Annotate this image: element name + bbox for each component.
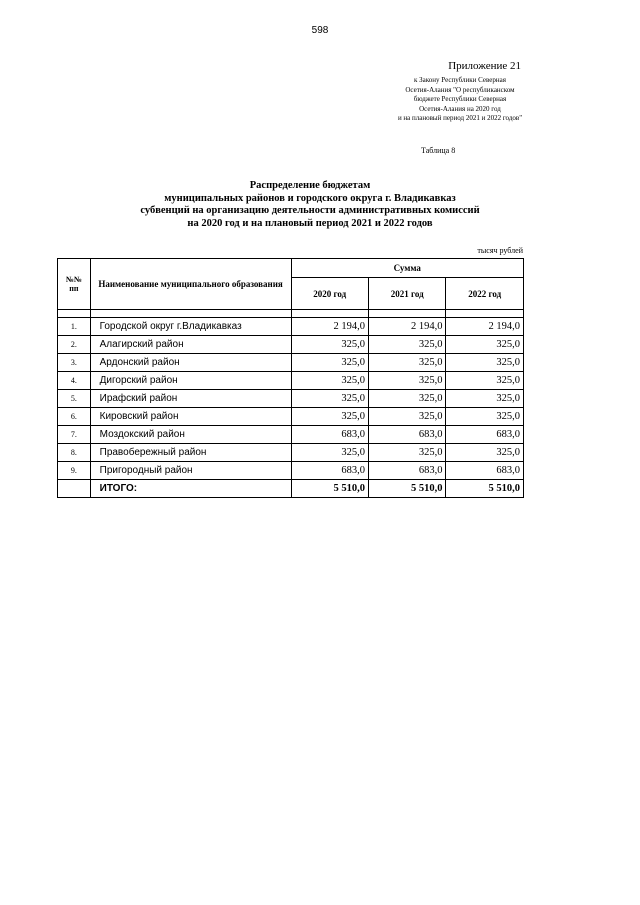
row-number: 9.	[58, 462, 91, 480]
number-column-header	[58, 259, 91, 310]
value-2021: 325,0	[368, 444, 445, 462]
appendix-block	[380, 60, 540, 124]
value-2020: 325,0	[291, 372, 368, 390]
units-label: тысяч рублей	[477, 246, 523, 255]
subvention-table	[57, 258, 524, 498]
value-2021: 325,0	[368, 372, 445, 390]
value-2021: 683,0	[368, 462, 445, 480]
municipality-name: Кировский район	[90, 408, 291, 426]
page-number: 598	[311, 25, 329, 36]
municipality-name: Ардонский район	[90, 354, 291, 372]
value-2021: 325,0	[368, 354, 445, 372]
value-2021: 325,0	[368, 408, 445, 426]
value-2022: 325,0	[446, 408, 524, 426]
title-line: муниципальных районов и городского округа г. Владикавказ	[164, 192, 456, 204]
table-row	[58, 354, 524, 372]
title-line: Распределение бюджетам	[249, 180, 371, 191]
value-2021: 2 194,0	[368, 318, 445, 336]
value-2022: 325,0	[446, 372, 524, 390]
row-number: 1.	[58, 318, 91, 336]
value-2022: 683,0	[446, 426, 524, 444]
appendix-line: бюджете Республики Северная	[413, 95, 507, 104]
value-2020: 325,0	[291, 444, 368, 462]
row-number: 3.	[58, 354, 91, 372]
municipality-name: Пригородный район	[90, 462, 291, 480]
total-2022: 5 510,0	[446, 480, 524, 498]
appendix-line: к Закону Республики Северная	[414, 76, 506, 84]
value-2022: 325,0	[446, 390, 524, 408]
municipality-name: Моздокский район	[90, 426, 291, 444]
name-column-header: Наименование муниципального образования	[90, 259, 291, 310]
table-row	[58, 336, 524, 354]
value-2022: 325,0	[446, 354, 524, 372]
value-2020: 325,0	[291, 354, 368, 372]
total-label: ИТОГО:	[90, 480, 291, 498]
total-row	[58, 480, 524, 498]
sum-header: Сумма	[291, 259, 524, 278]
value-2022: 325,0	[446, 444, 524, 462]
spacer-row	[58, 310, 524, 318]
row-number: 6.	[58, 408, 91, 426]
appendix-reference	[380, 76, 540, 124]
value-2020: 683,0	[291, 426, 368, 444]
value-2021: 683,0	[368, 426, 445, 444]
appendix-line: Осетия-Алания "О республиканском	[405, 85, 515, 94]
value-2020: 325,0	[291, 408, 368, 426]
municipality-name: Ирафский район	[90, 390, 291, 408]
number-header-line: пп	[69, 284, 79, 293]
table-row	[58, 372, 524, 390]
table-row	[58, 444, 524, 462]
value-2020: 683,0	[291, 462, 368, 480]
total-2021: 5 510,0	[368, 480, 445, 498]
value-2022: 2 194,0	[446, 318, 524, 336]
value-2022: 683,0	[446, 462, 524, 480]
value-2022: 325,0	[446, 336, 524, 354]
table-row	[58, 462, 524, 480]
year-header-2020: 2020 год	[291, 278, 368, 310]
row-number: 5.	[58, 390, 91, 408]
appendix-line: и на плановый период 2021 и 2022 годов"	[397, 114, 523, 123]
document-title	[95, 180, 525, 230]
municipality-name: Дигорский район	[90, 372, 291, 390]
table-row	[58, 426, 524, 444]
row-number: 8.	[58, 444, 91, 462]
appendix-line: Осетия-Алания на 2020 год	[419, 104, 501, 113]
total-2020: 5 510,0	[291, 480, 368, 498]
table-row	[58, 408, 524, 426]
municipality-name: Городской округ г.Владикавказ	[90, 318, 291, 336]
value-2021: 325,0	[368, 390, 445, 408]
municipality-name: Правобережный район	[90, 444, 291, 462]
row-number: 2.	[58, 336, 91, 354]
row-number: 7.	[58, 426, 91, 444]
value-2020: 2 194,0	[291, 318, 368, 336]
table-row	[58, 390, 524, 408]
value-2020: 325,0	[291, 390, 368, 408]
total-number-cell	[58, 480, 91, 498]
number-header-line: №№	[65, 275, 82, 284]
row-number: 4.	[58, 372, 91, 390]
year-header-2021: 2021 год	[368, 278, 445, 310]
municipality-name: Алагирский район	[90, 336, 291, 354]
appendix-title: Приложение 21	[448, 60, 521, 72]
value-2020: 325,0	[291, 336, 368, 354]
value-2021: 325,0	[368, 336, 445, 354]
table-label: Таблица 8	[421, 146, 456, 155]
year-header-2022: 2022 год	[446, 278, 524, 310]
table-row	[58, 318, 524, 336]
title-line: субвенций на организацию деятельности административных комиссий	[140, 205, 480, 216]
title-line: на 2020 год и на плановый период 2021 и 2022 годов	[187, 217, 433, 229]
